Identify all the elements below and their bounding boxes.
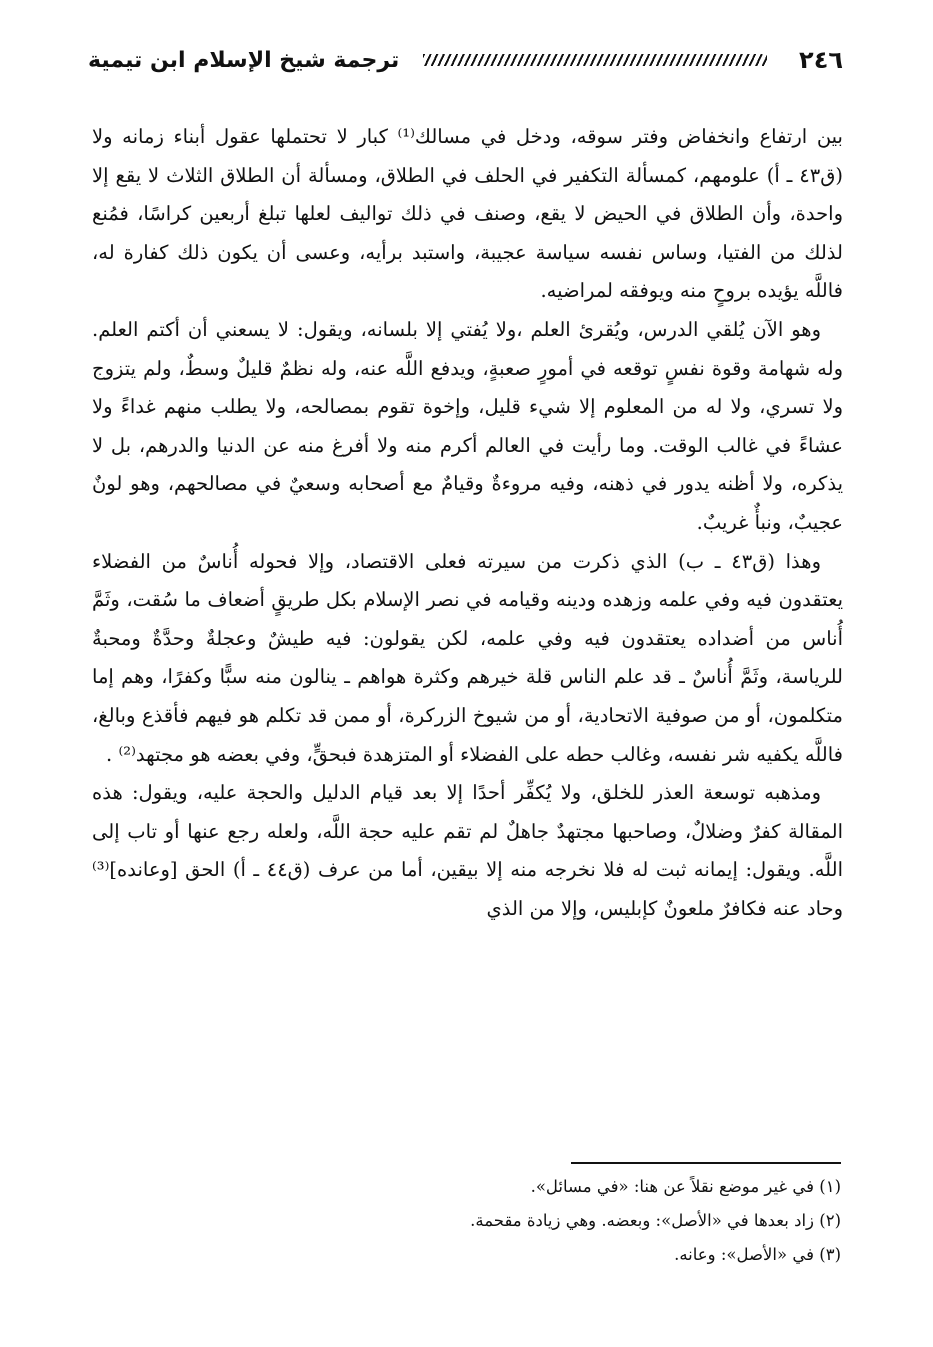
- page-header: [88, 38, 843, 82]
- page-number: ٢٤٦: [799, 46, 843, 74]
- footnotes: [92, 1170, 841, 1272]
- running-title: ترجمة شيخ الإسلام ابن تيمية: [88, 47, 400, 73]
- header-hatched-rule: [423, 54, 767, 66]
- footnote-2: (٢) زاد بعدها في «الأصل»: وبعضه. وهي زيادة مقحمة.: [470, 1211, 841, 1230]
- paragraph: وهذا (ق٤٣ ـ ب) الذي ذكرت من سيرته فعلى الاقتصاد، وإلا فحوله أُناسٌ من الفضلاء يعتقدون فيه وفي علمه وزهده ودينه وقيامه في نصر الإسلام بكل طريقٍ أضعاف ما سُقت، وثَمَّ أُناس من أضداده يعتقدون فيه وفي علمه، لكن يقولون: فيه طيشٌ وعجلةٌ وحدَّةٌ ومحبةٌ للرياسة، وثَمَّ أُناسٌ ـ قد علم الناس قلة خيرهم وكثرة هواهم ـ ينالون منه سبًّا وكفرًا، وهم إما متكلمون، أو من صوفية الاتحادية، أو من شيوخ الزركرة، أو ممن قد تكلم هو فيهم فأقذع وبالغ، فاللَّه يكفيه شر نفسه، وغالب حطه على الفضلاء أو المتزهدة فبحقٍّ، وفي بعضه هو مجتهد⁽²⁾ .: [92, 549, 843, 766]
- paragraph: ومذهبه توسعة العذر للخلق، ولا يُكفِّر أحدًا إلا بعد قيام الدليل والحجة عليه، ويقول: هذه المقالة كفرٌ وضلالٌ، وصاحبها مجتهدٌ جاهلٌ لم تقم عليه حجة اللَّه، ولعله رجع عنها أو تاب إلى اللَّه. ويقول: إيمانه ثبت له فلا نخرجه منه إلا بيقين، أما من عرف (ق٤٤ ـ أ) الحق [وعانده]⁽³⁾ وحاد عنه فكافرٌ ملعونٌ كإبليس، وإلا من الذي: [92, 781, 843, 920]
- paragraph: وهو الآن يُلقي الدرس، ويُقرئ العلم ،ولا يُفتي إلا بلسانه، ويقول: لا يسعني أن أكتم العلم. وله شهامة وقوة نفسٍ توقعه في أمورٍ صعبةٍ، ويدفع اللَّه عنه، وله نظمٌ قليلٌ وسطٌ، ولم يتزوج ولا تسري، ولا له من المعلوم إلا شيء قليل، وإخوة تقوم بمصالحه، ولا يطلب منهم غداءً ولا عشاءً في غالب الوقت. وما رأيت في العالم أكرم منه ولا أفرغ منه عن الدنيا والدرهم، بل لا يذكره، ولا أظنه يدور في ذهنه، وفيه مروءةٌ وقيامٌ مع أصحابه وسعيٌ في مصالحهم، وهو لونٌ عجيبٌ، ونبأٌ غريبٌ.: [92, 317, 843, 534]
- footnote-separator: [571, 1162, 841, 1164]
- footnote-3: (٣) في «الأصل»: وعانه.: [674, 1245, 841, 1264]
- footnote-1: (١) في غير موضع نقلاً عن هنا: «في مسائل».: [530, 1177, 841, 1196]
- body-text: [92, 118, 843, 928]
- paragraph: بين ارتفاع وانخفاض وفتر سوقه، ودخل في مسالك⁽¹⁾ كبار لا تحتملها عقول أبناء زمانه ولا (ق٤٣ ـ أ) علومهم، كمسألة التكفير في الحلف في الطلاق، ومسألة أن الطلاق الثلاث لا يقع إلا واحدة، وأن الطلاق في الحيض لا يقع، وصنف في ذلك تواليف لعلها تبلغ أربعين كراسًا، فمُنع لذلك من الفتيا، وساس نفسه سياسة عجيبة، واستبد برأيه، وعسى أن يكون ذلك كفارة له، فاللَّه يؤيده بروحٍ منه ويوفقه لمراضيه.: [92, 125, 843, 303]
